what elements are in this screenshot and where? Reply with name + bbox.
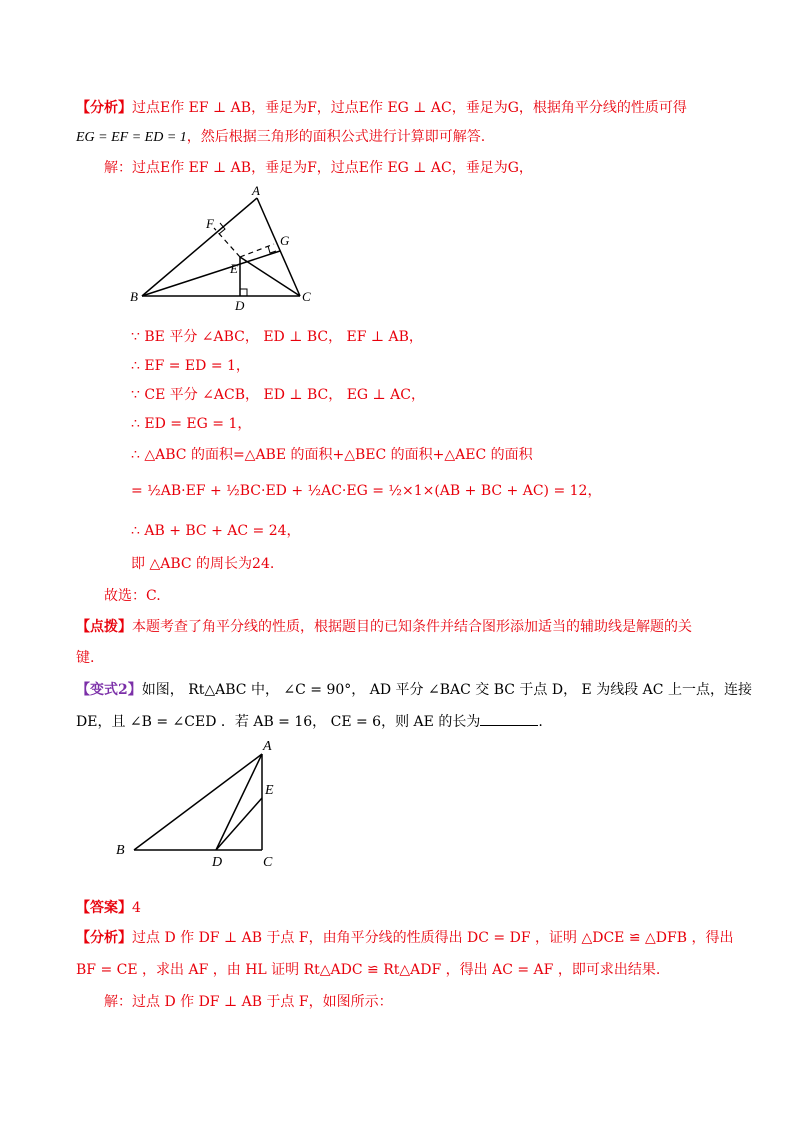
analysis-1-text-2: ，然后根据三角形的面积公式进行计算即可解答. [186,129,486,145]
answer-tag: 【答案】 [76,900,132,916]
variant-2-period: . [538,714,543,730]
figure-triangle-abc-1 [128,182,328,312]
analysis-1-line-2 [76,127,485,148]
variant-2-text-2: DE，且 ∠B = ∠CED ．若 AB = 16， CE = 6，则 AE 的长为 [76,714,481,730]
fig2-label-a: A [263,739,272,754]
solution-1-step-6: = ½AB·EF + ½BC·ED + ½AC·EG = ½×1×(AB + BC + AC) = 12， [131,483,602,499]
solution-1-step-7: ∴ AB + BC + AC = 24， [131,523,301,539]
fig2-label-d: D [212,855,223,870]
variant-2-line-1 [76,680,752,700]
analysis-2-text: 过点 D 作 DF ⊥ AB 于点 F，由角平分线的性质得出 DC = DF ，证明 △DCE ≌ △DFB ，得出 [132,930,734,946]
comment-1-text: 本题考查了角平分线的性质，根据题目的已知条件并结合图形添加适当的辅助线是解题的关 [132,619,692,635]
analysis-1-equation: EG = EF = ED = 1 [76,130,187,145]
solution-1-step-3: ∵ CE 平分 ∠ACB， ED ⊥ BC， EG ⊥ AC， [131,387,425,403]
analysis-2-line-2: BF = CE ，求出 AF ，由 HL 证明 Rt△ADC ≌ Rt△ADF ，得出 AC = AF ，即可求出结果. [76,962,661,978]
fig1-label-g: G [280,233,290,248]
analysis-2-line-1 [76,928,733,948]
fig1-label-c: C [302,289,311,304]
variant-2-text: 如图， Rt△ABC 中， ∠C = 90°， AD 平分 ∠BAC 交 BC 于点 D， E 为线段 AC 上一点，连接 [141,682,752,698]
comment-1-line-2: 键. [76,650,95,666]
variant-2-line-2 [76,711,543,732]
analysis-1-line-1 [76,98,687,118]
fig1-label-b: B [130,289,138,304]
fig1-label-d: D [235,298,245,312]
solution-1-step-8: 即 △ABC 的周长为24. [131,556,275,572]
answer-blank [480,711,538,726]
solution-1-intro: 解：过点E作 EF ⊥ AB，垂足为F，过点E作 EG ⊥ AC，垂足为G， [104,160,533,176]
answer-2-line [76,898,141,918]
solution-1-step-4: ∴ ED = EG = 1， [131,416,252,432]
fig2-label-e: E [265,783,274,798]
analysis-2-solution: 解：过点 D 作 DF ⊥ AB 于点 F，如图所示： [104,994,393,1010]
fig2-label-c: C [263,855,273,870]
solution-1-step-5: ∴ △ABC 的面积=△ABE 的面积+△BEC 的面积+△AEC 的面积 [131,447,533,463]
fig1-label-e: E [230,261,238,276]
figure-right-triangle-abc-2 [112,736,302,872]
variant-tag: 【变式2】 [76,682,142,698]
solution-1-step-2: ∴ EF = ED = 1， [131,358,250,374]
comment-tag: 【点拨】 [76,619,132,635]
analysis-1-text: 过点E作 EF ⊥ AB，垂足为F，过点E作 EG ⊥ AC，垂足为G，根据角平分线的性质可得 [132,100,687,116]
fig1-label-a: A [252,183,260,198]
comment-1-line-1 [76,617,692,637]
fig2-label-b: B [116,843,125,858]
answer-2-value: 4 [132,900,141,916]
solution-1-step-1: ∵ BE 平分 ∠ABC， ED ⊥ BC， EF ⊥ AB， [131,329,423,345]
analysis-2-tag: 【分析】 [76,930,132,946]
solution-1-choice: 故选：C. [104,588,161,604]
analysis-tag: 【分析】 [76,100,132,116]
fig1-label-f: F [206,216,214,231]
